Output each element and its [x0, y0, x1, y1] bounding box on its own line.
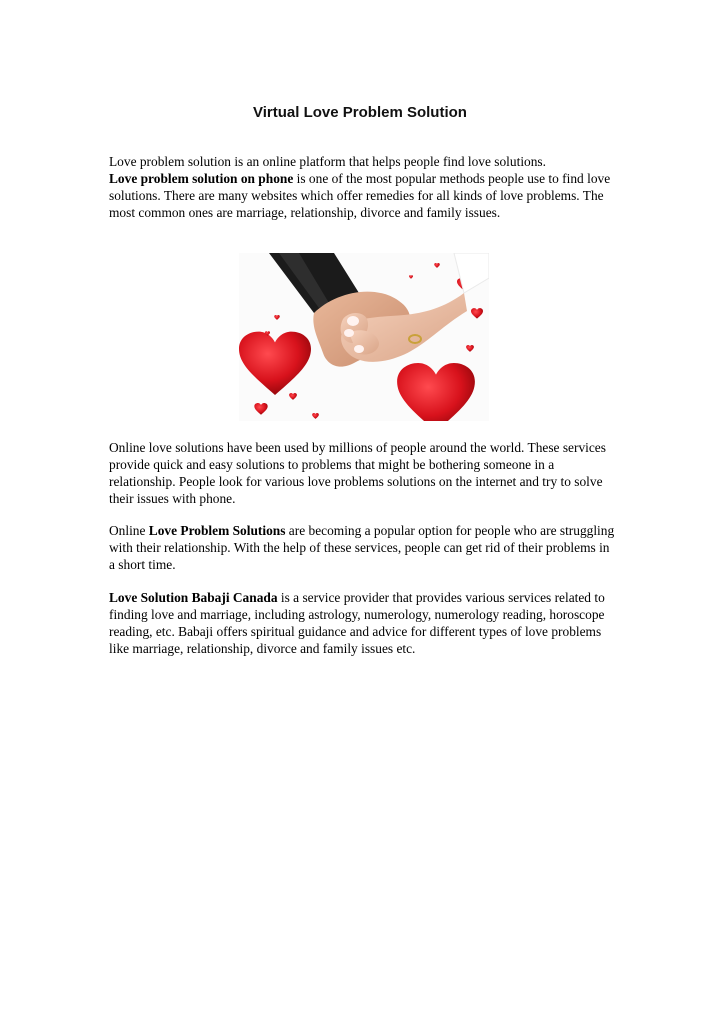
hands-hearts-image [239, 253, 489, 421]
paragraph-popular-option [109, 522, 617, 573]
paragraph-babaji-bold-phrase: Love Solution Babaji Canada [109, 590, 278, 605]
paragraph-intro [109, 153, 617, 221]
paragraph-popular-option-bold-phrase: Love Problem Solutions [148, 523, 286, 538]
paragraph-popular-option-rest: are becoming a popular option for people who are struggling with their relationship. With the help of these services, people can get rid of their problems in a short time. [109, 523, 615, 572]
paragraph-babaji-rest: is a service provider that provides various services related to finding love and marriage, including astrology, numerology, numerology reading, horoscope reading, etc. Babaji offers spiritual guidance and advice for different types of love problems like marriage, relationship, divorce and family issues etc. [109, 590, 605, 656]
paragraph-intro-first-line: Love problem solution is an online platform that helps people find love solutions. [109, 154, 546, 169]
document-title: Virtual Love Problem Solution [253, 104, 467, 121]
holding-hands-illustration [239, 253, 489, 421]
paragraph-online-solutions: Online love solutions have been used by millions of people around the world. These services provide quick and easy solutions to problems that might be bothering someone in a relationship. People look for various love problems solutions on the internet and try to solve their issues with phone. [109, 440, 606, 506]
paragraph-babaji [109, 589, 617, 657]
paragraph-intro-rest: is one of the most popular methods people use to find love solutions. There are many websites which offer remedies for all kinds of love problems. The most common ones are marriage, relationship, divorce and family issues. [109, 171, 611, 220]
paragraph-popular-option-lead: Online [109, 523, 149, 538]
paragraph-intro-bold-phrase: Love problem solution on phone [109, 171, 294, 186]
